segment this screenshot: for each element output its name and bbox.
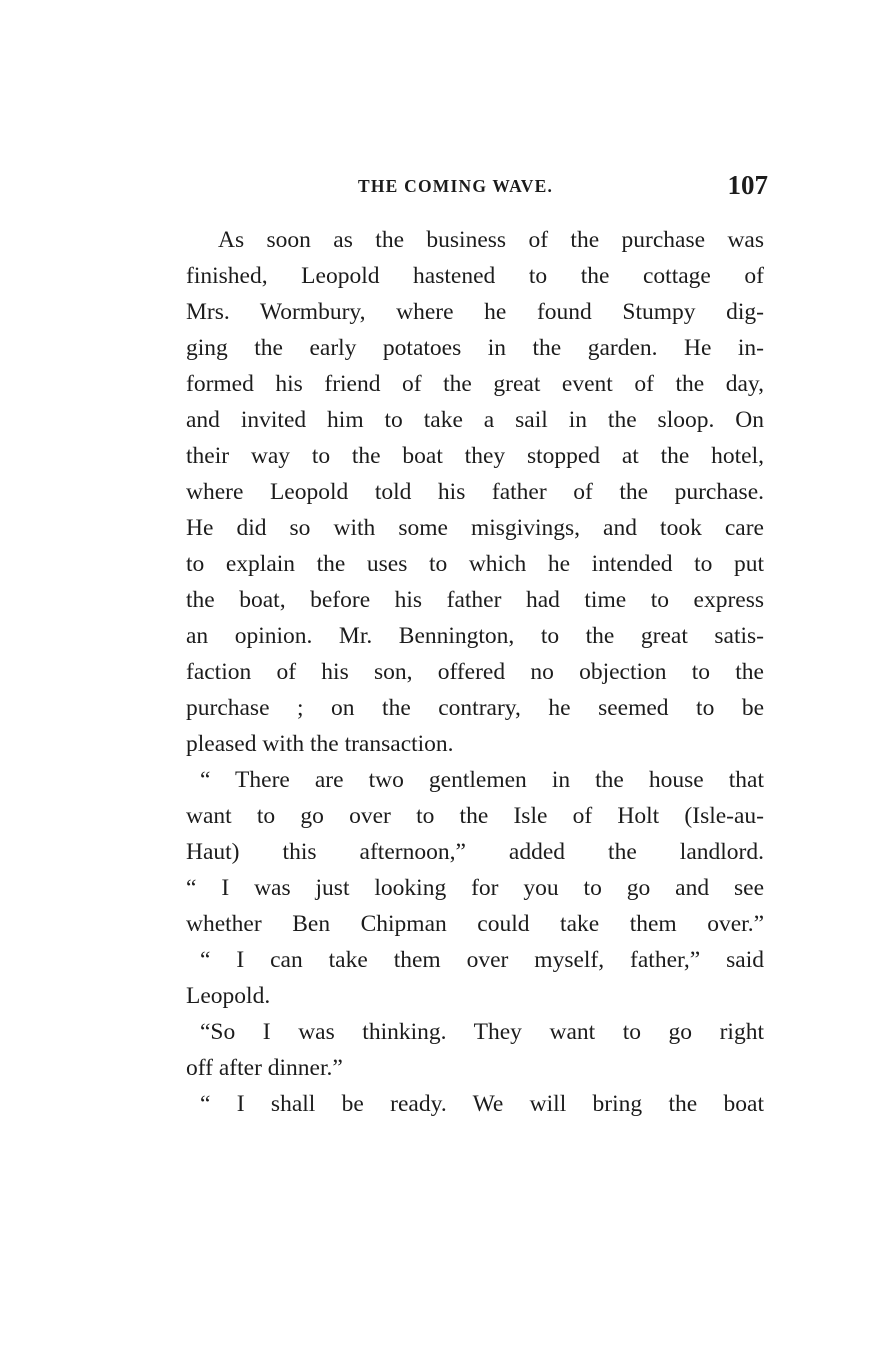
text-line: to explain the uses to which he intended to put: [186, 551, 764, 577]
text-line: want to go over to the Isle of Holt (Isle-au-: [186, 803, 764, 829]
text-line: pleased with the transaction.: [186, 731, 454, 757]
text-line: As soon as the business of the purchase was: [218, 227, 764, 253]
text-line: formed his friend of the great event of the day,: [186, 371, 764, 397]
text-line: off after dinner.”: [186, 1055, 343, 1081]
text-line: and invited him to take a sail in the sloop. On: [186, 407, 764, 433]
body-text: [186, 222, 764, 1122]
text-line: an opinion. Mr. Bennington, to the great satis-: [186, 623, 764, 649]
text-line: the boat, before his father had time to express: [186, 587, 764, 613]
running-head-title: THE COMING WAVE.: [358, 176, 554, 196]
text-line: “ There are two gentlemen in the house that: [200, 767, 764, 793]
text-line: where Leopold told his father of the purchase.: [186, 479, 764, 505]
text-line: “ I shall be ready. We will bring the boat: [200, 1091, 764, 1117]
text-line: ging the early potatoes in the garden. He in-: [186, 335, 764, 361]
text-line: “ I was just looking for you to go and see: [186, 875, 764, 901]
text-line: their way to the boat they stopped at the hotel,: [186, 443, 764, 469]
page-number: 107: [727, 170, 768, 200]
text-line: Haut) this afternoon,” added the landlord.: [186, 839, 764, 865]
text-line: purchase ; on the contrary, he seemed to be: [186, 695, 764, 721]
text-line: finished, Leopold hastened to the cottage of: [186, 263, 764, 289]
text-line: whether Ben Chipman could take them over.”: [186, 911, 764, 937]
text-line: Mrs. Wormbury, where he found Stumpy dig-: [186, 299, 764, 325]
text-line: Leopold.: [186, 983, 271, 1009]
text-line: He did so with some misgivings, and took care: [186, 515, 764, 541]
text-line: faction of his son, offered no objection to the: [186, 659, 764, 685]
text-line: “So I was thinking. They want to go right: [200, 1019, 764, 1045]
text-line: “ I can take them over myself, father,” said: [200, 947, 764, 973]
running-head: [186, 170, 768, 204]
